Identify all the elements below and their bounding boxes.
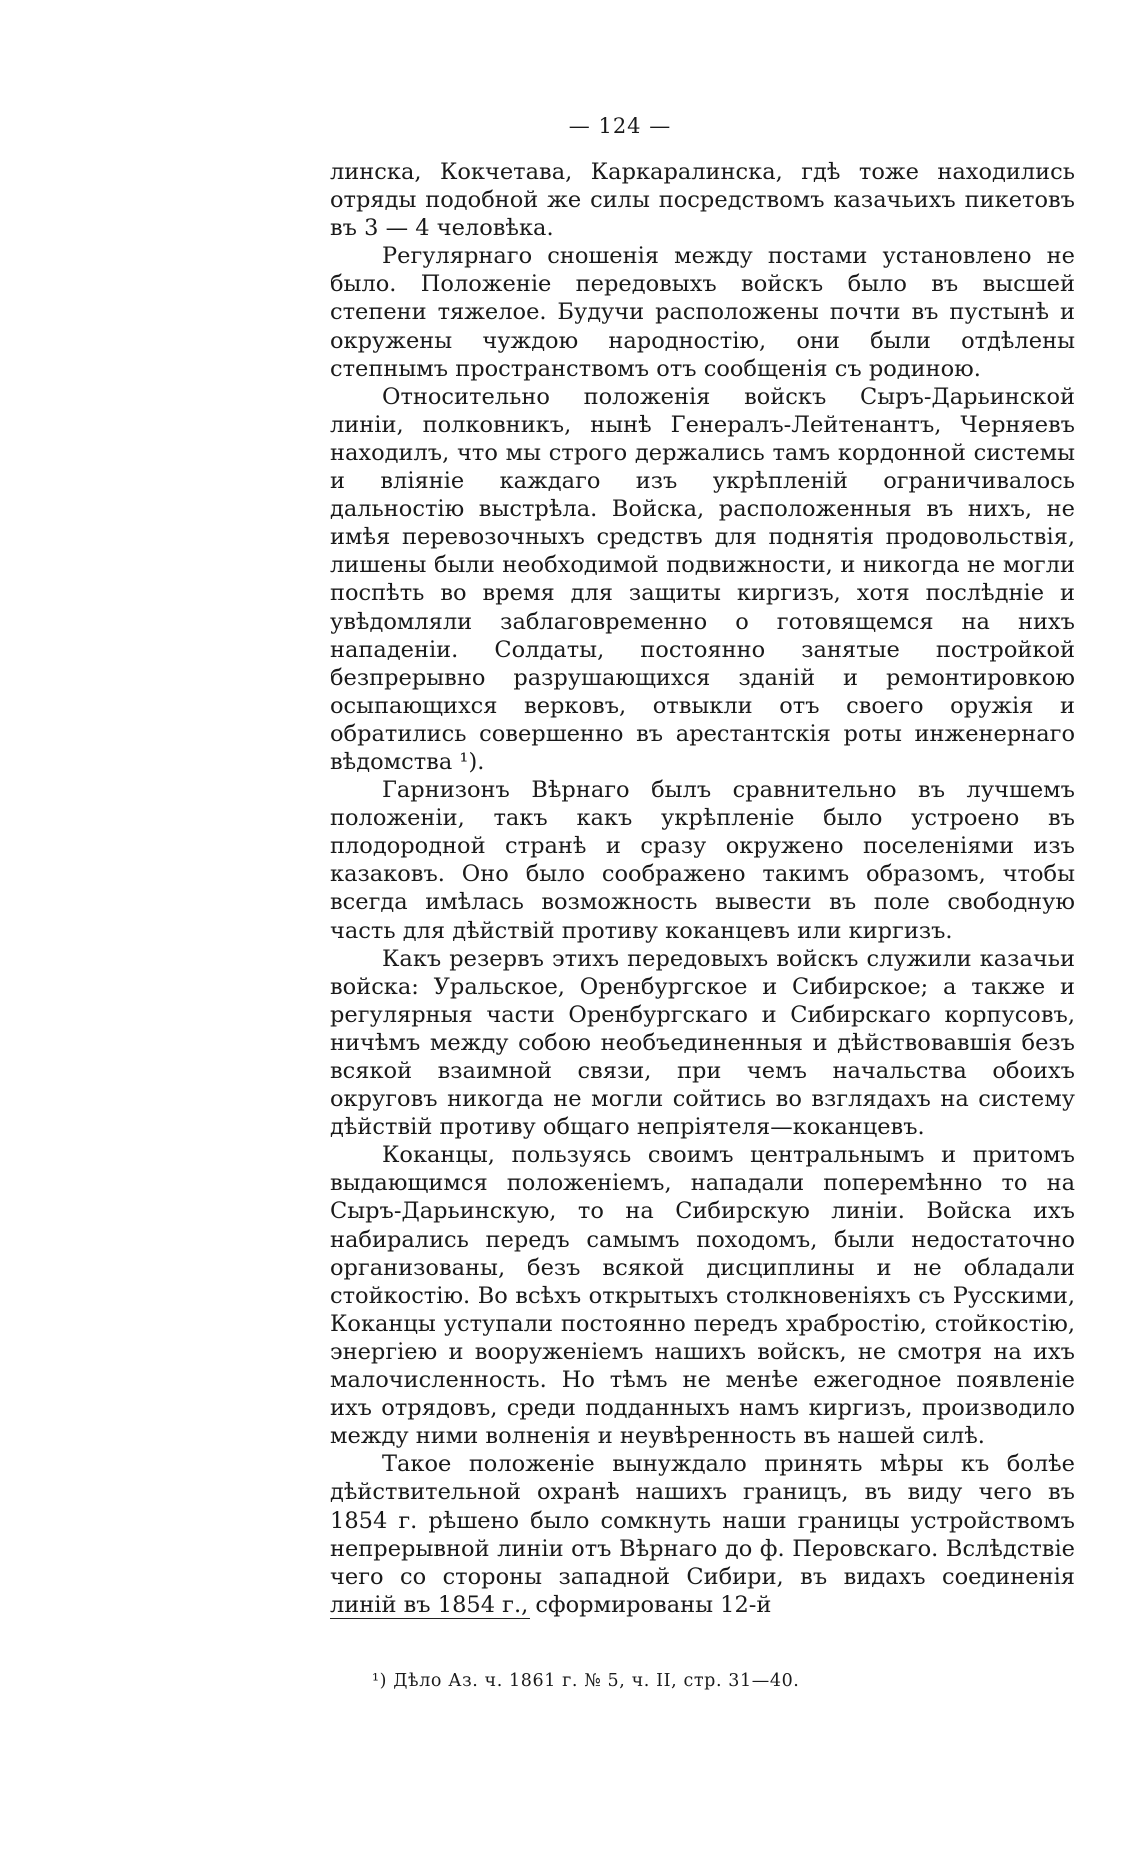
- footnote: [372, 1670, 799, 1692]
- paragraph-4: Гарнизонъ Вѣрнаго былъ сравнительно въ лучшемъ положеніи, такъ какъ укрѣпленіе было устроено въ плодородной странѣ и сразу окружено поселеніями изъ казаковъ. Оно было соображено такимъ образомъ, чтобы всегда имѣлась возможность вывести въ поле свободную часть для дѣйствій противу коканцевъ или киргизъ.: [330, 777, 1075, 944]
- paragraph-2: Регулярнаго сношенія между постами установлено не было. Положеніе передовыхъ войскъ было въ высшей степени тяжелое. Будучи расположены почти въ пустынѣ и окружены чуждою народностію, они были отдѣлены степнымъ пространствомъ отъ сообщенія съ родиною.: [330, 243, 1075, 382]
- footnote-marker: ¹): [372, 1671, 388, 1691]
- footnote-text: Дѣло Аз. ч. 1861 г. № 5, ч. II, стр. 31—40.: [393, 1671, 800, 1691]
- paragraph-5: Какъ резервъ этихъ передовыхъ войскъ служили казачьи войска: Уральское, Оренбургское и Сибирское; а также и регулярныя части Оренбургскаго и Сибирскаго корпусовъ, ничѣмъ между собою необъединенныя и дѣйствовавшія безъ всякой взаимной связи, при чемъ начальства обоихъ округовъ никогда не могли сойтись во взглядахъ на систему дѣйствій противу общаго непріятеля—коканцевъ.: [330, 945, 1075, 1141]
- paragraph-1: линска, Кокчетава, Каркаралинска, гдѣ тоже находились отряды подобной же силы посредствомъ казачьихъ пикетовъ въ 3 — 4 человѣка.: [330, 159, 1075, 242]
- paragraph-3: Относительно положенія войскъ Сыръ-Дарьинской линіи, полковникъ, нынѣ Генералъ-Лейтенантъ, Черняевъ находилъ, что мы строго держались тамъ кордонной системы и вліяніе каждаго изъ укрѣпленій ограничивалось дальностію выстрѣла. Войска, расположенныя въ нихъ, не имѣя перевозочныхъ средствъ для поднятія продовольствія, лишены были необходимой подвижности, и никогда не могли поспѣть во время для защиты киргизъ, хотя послѣдніе и увѣдомляли заблаговременно о готовящемся на нихъ нападеніи. Солдаты, постоянно занятые постройкой безпрерывно разрушающихся зданій и ремонтировкою осыпающихся верковъ, отвыкли отъ своего оружія и обратились совершенно въ арестантскія роты инженернаго вѣдомства ¹).: [330, 383, 1075, 775]
- body-text: [330, 158, 1075, 1619]
- paragraph-6: Коканцы, пользуясь своимъ центральнымъ и притомъ выдающимся положеніемъ, нападали поперемѣнно то на Сыръ-Дарьинскую, то на Сибирскую линіи. Войска ихъ набирались передъ самымъ походомъ, были недостаточно организованы, безъ всякой дисциплины и не обладали стойкостію. Во всѣхъ открытыхъ столкновеніяхъ съ Русскими, Коканцы уступали постоянно передъ храбростію, стойкостію, энергіею и вооруженіемъ нашихъ войскъ, не смотря на ихъ малочисленность. Но тѣмъ не менѣе ежегодное появленіе ихъ отрядовъ, среди подданныхъ намъ киргизъ, производило между ними волненія и неувѣренность въ нашей силѣ.: [330, 1142, 1075, 1450]
- page-number: — 124 —: [568, 114, 672, 138]
- footnote-divider: [330, 1618, 530, 1619]
- paragraph-7: Такое положеніе вынуждало принять мѣры къ болѣе дѣйствительной охранѣ нашихъ границъ, въ виду чего въ 1854 г. рѣшено было сомкнуть наши границы устройствомъ непрерывной линіи отъ Вѣрнаго до ф. Перовскаго. Вслѣдствіе чего со стороны западной Сибири, въ видахъ соединенія линій въ 1854 г., сформированы 12-й: [330, 1451, 1075, 1618]
